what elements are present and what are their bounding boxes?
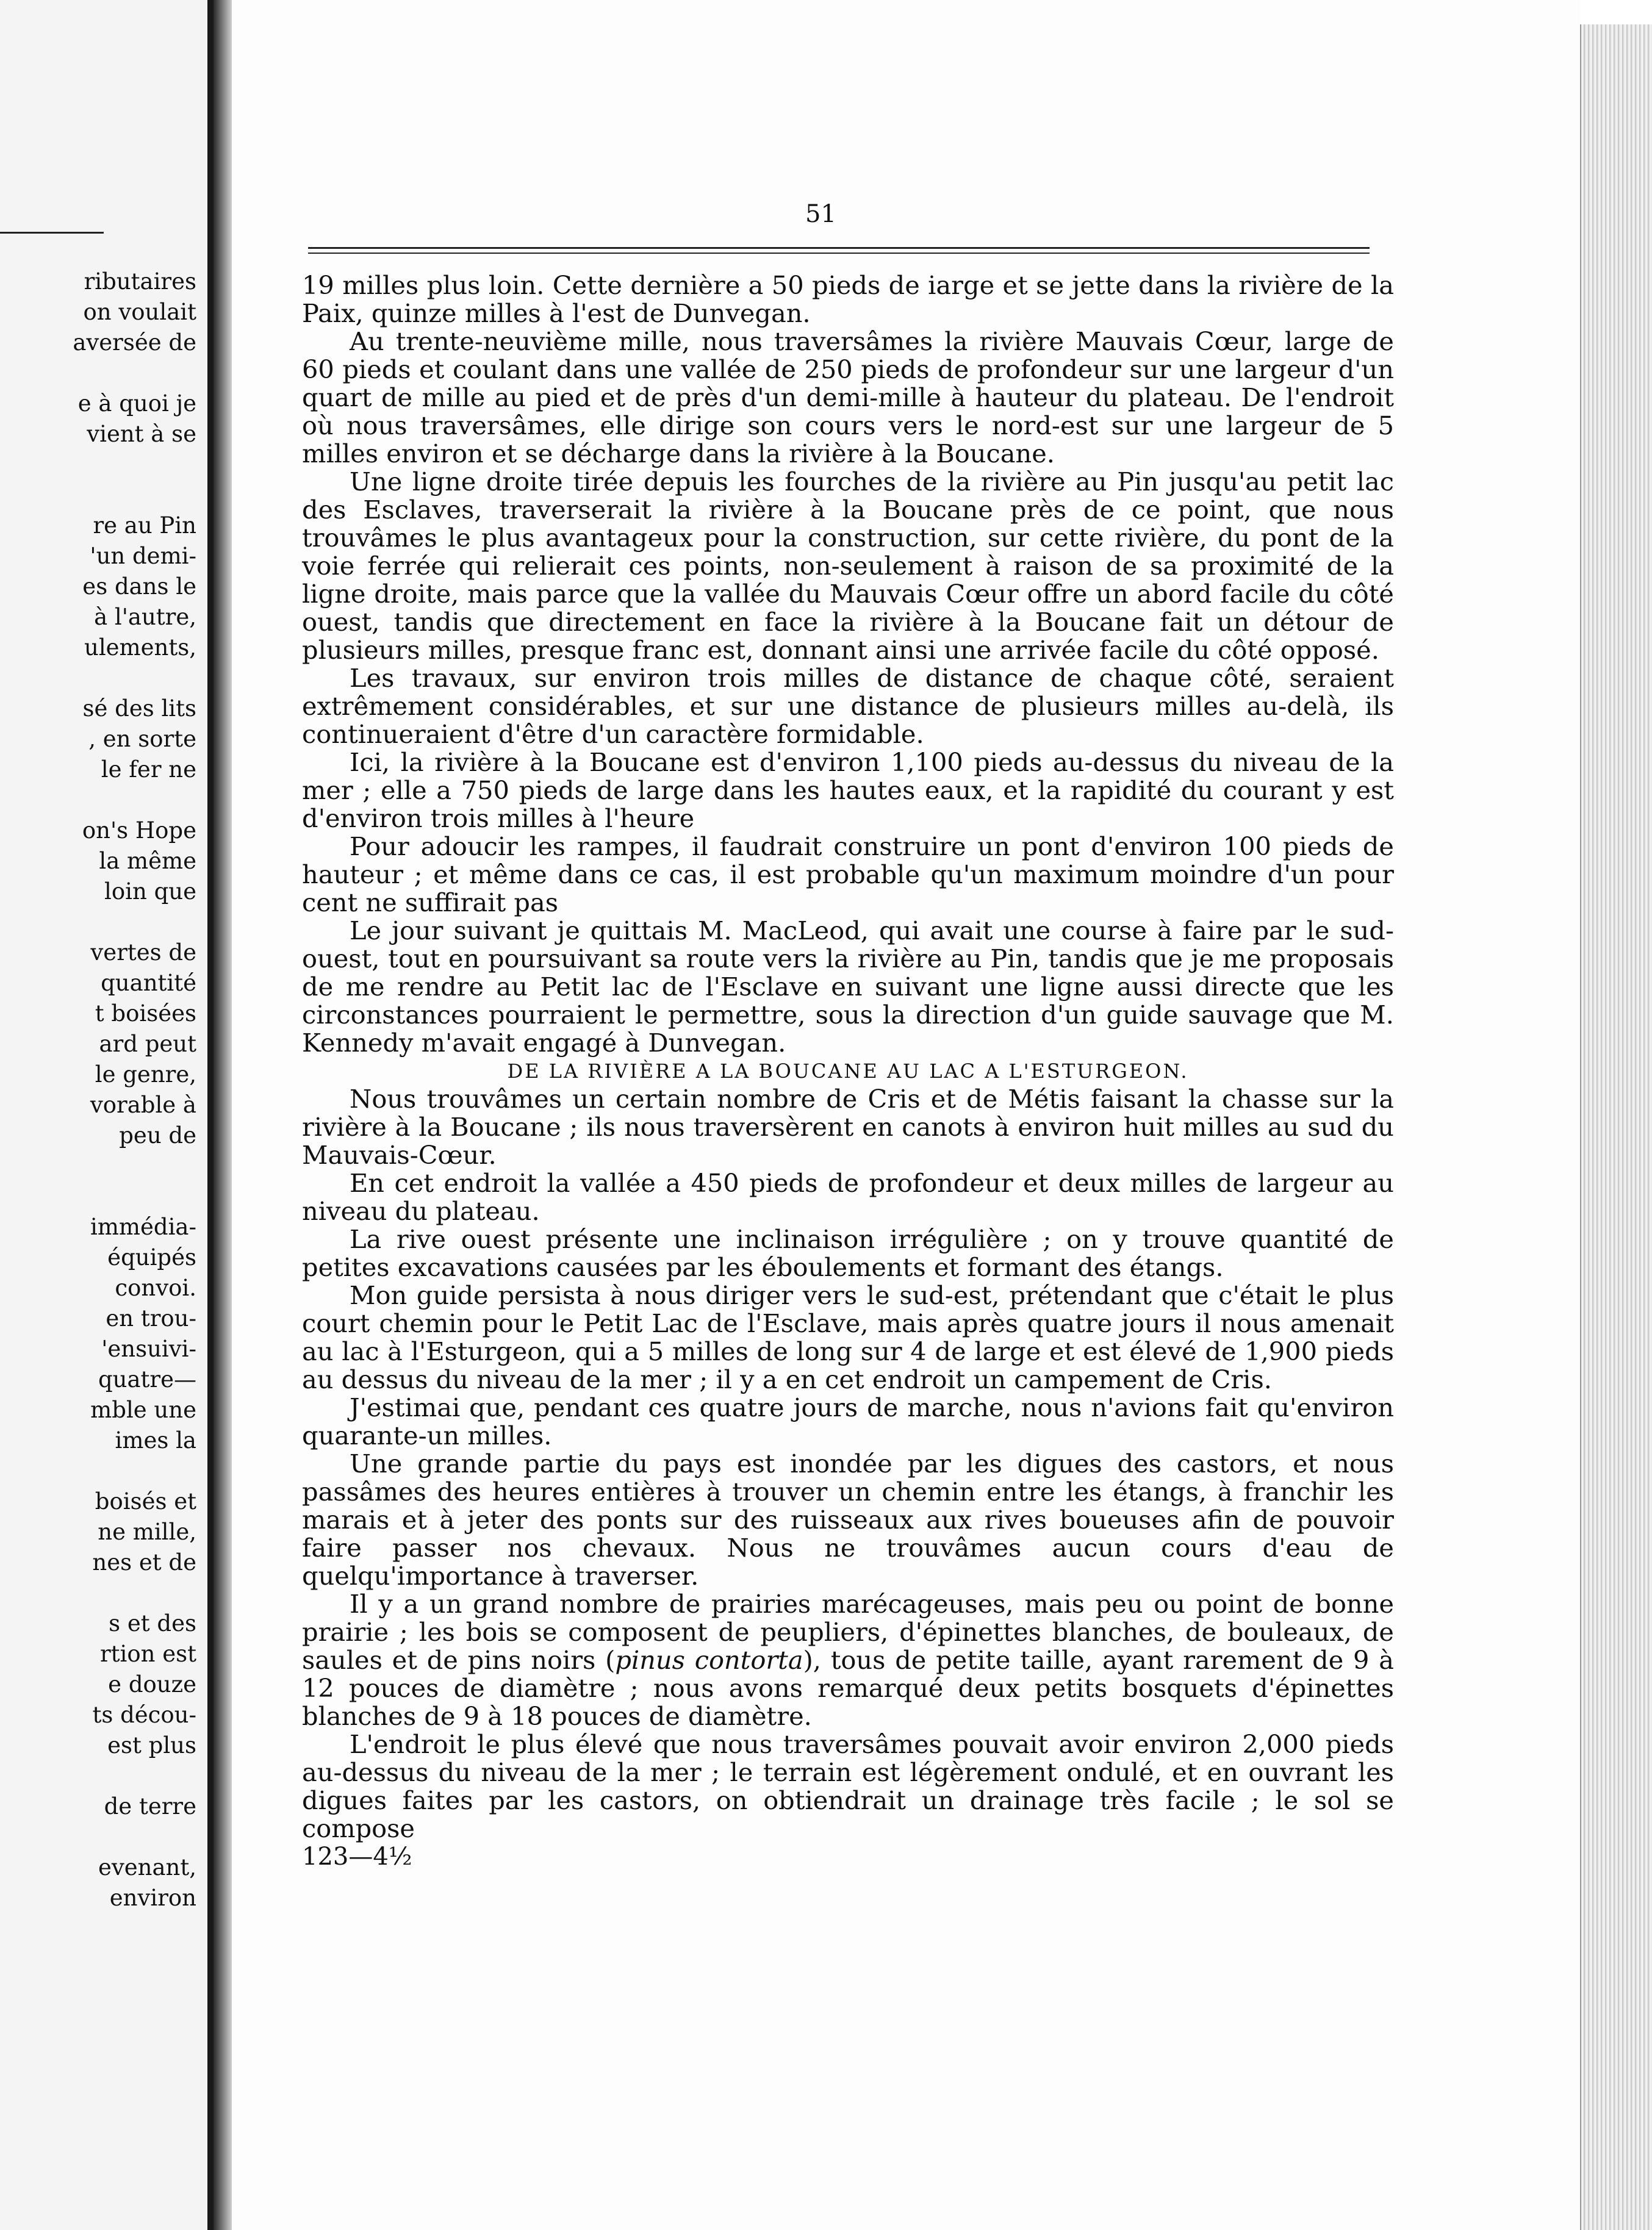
page-body <box>302 271 1394 1871</box>
previous-page-line: mble une <box>90 1397 196 1423</box>
paragraph: Une ligne droite tirée depuis les fourches de la rivière au Pin jusqu'au petit lac des Esclaves, traverserait la rivière à la Boucane près de ce point, que nous trouvâmes le plus avantageux pour la construction, sur cette rivière, du pont de la voie ferrée qui relierait ces points, non-seulement à raison de sa proximité de la ligne droite, mais parce que la vallée du Mauvais Cœur offre un abord facile du côté ouest, tandis que directement en face la rivière à la Boucane fait un détour de plusieurs milles, presque franc est, donnant ainsi une arrivée facile du côté opposé. <box>302 467 1394 665</box>
previous-page-line: quatre— <box>98 1366 196 1393</box>
previous-page-line: vertes de <box>90 939 196 966</box>
paragraph: 19 milles plus loin. Cette dernière a 50 pieds de iarge et se jette dans la rivière de la Paix, quinze milles à l'est de Dunvegan. <box>302 270 1394 328</box>
previous-page-line: est plus <box>107 1732 196 1759</box>
previous-page-fragment <box>0 0 214 2230</box>
page-edges <box>1580 24 1652 2230</box>
previous-page-line: on voulait <box>83 299 196 325</box>
paragraph: J'estimai que, pendant ces quatre jours de marche, nous n'avions fait qu'environ quarante-un milles. <box>302 1393 1394 1450</box>
page-number: 51 <box>805 200 836 228</box>
previous-page-line: peu de <box>119 1122 196 1149</box>
previous-page-line: 'un demi- <box>90 543 196 569</box>
previous-page-line: rtion est <box>99 1641 196 1667</box>
previous-page-rule <box>0 232 104 234</box>
book-gutter <box>214 0 232 2230</box>
previous-page-line: boisés et <box>95 1488 196 1515</box>
previous-page-line: 'ensuivi- <box>101 1336 196 1362</box>
latin-species-name: pinus contorta <box>615 1645 803 1675</box>
previous-page-line: re au Pin <box>93 512 196 539</box>
previous-page-line: à l'autre, <box>94 604 196 630</box>
paragraph: Les travaux, sur environ trois milles de distance de chaque côté, seraient extrêmement considérables, et sur une distance de plusieurs milles au-delà, ils continueraient d'être d'un caractère formidable. <box>302 663 1394 749</box>
previous-page-line: le fer ne <box>101 756 196 783</box>
previous-page-line: immédia- <box>90 1214 196 1240</box>
paragraph: La rive ouest présente une inclinaison irrégulière ; on y trouve quantité de petites excavations causées par les éboulements et formant des étangs. <box>302 1224 1394 1282</box>
paragraph: Ici, la rivière à la Boucane est d'environ 1,100 pieds au-dessus du niveau de la mer ; elle a 750 pieds de large dans les hautes eaux, et la rapidité du courant y est d'environ trois milles à l'heure <box>302 747 1394 833</box>
paragraph: Au trente-neuvième mille, nous traversâmes la rivière Mauvais Cœur, large de 60 pieds et coulant dans une vallée de 250 pieds de profondeur sur une largeur d'un quart de mille au pied et de près d'un demi-mille à hauteur du plateau. De l'endroit où nous traversâmes, elle dirige son cours vers le nord-est sur une largeur de 5 milles environ et se décharge dans la rivière à la Boucane. <box>302 326 1394 468</box>
previous-page-line: imes la <box>115 1427 196 1454</box>
previous-page-line: , en sorte <box>88 726 196 752</box>
header-rule <box>308 247 1370 254</box>
previous-page-line: de terre <box>104 1793 196 1819</box>
paragraph: Une grande partie du pays est inondée par les digues des castors, et nous passâmes des heures entières à trouver un chemin entre les étangs, à franchir les marais et à jeter des ponts sur des ruisseaux aux rives boueuses afin de pouvoir faire passer nos chevaux. Nous ne trouvâmes aucun cours d'eau de quelqu'importance à traverser. <box>302 1449 1394 1591</box>
previous-page-line: sé des lits <box>82 695 196 722</box>
paragraph: Il y a un grand nombre de prairies marécageuses, mais peu ou point de bonne prairie ; les bois se composent de peupliers, d'épinettes blanches, de bouleaux, de saules et de pins noirs (pinus contorta), tous de petite taille, ayant rarement de 9 à 12 pouces de diamètre ; nous avons remarqué deux petits bosquets d'épinettes blanches de 9 à 18 pouces de diamètre. <box>302 1589 1394 1731</box>
previous-page-line: équipés <box>107 1244 196 1271</box>
previous-page-line: s et des <box>109 1610 196 1637</box>
previous-page-line: ts décou- <box>92 1702 196 1728</box>
previous-page-line: en trou- <box>106 1305 196 1332</box>
previous-page-line: evenant, <box>98 1854 196 1880</box>
previous-page-line: e à quoi je <box>77 390 196 417</box>
paragraph: Nous trouvâmes un certain nombre de Cris et de Métis faisant la chasse sur la rivière à la Boucane ; ils nous traversèrent en canots à environ huit milles au sud du Mauvais-Cœur. <box>302 1084 1394 1170</box>
previous-page-line: vient à se <box>87 421 196 447</box>
previous-page-line: la même <box>99 848 196 874</box>
paragraph: Pour adoucir les rampes, il faudrait construire un pont d'environ 100 pieds de hauteur ; et même dans ce cas, il est probable qu'un maximum moindre d'un pour cent ne suffirait pas <box>302 831 1394 917</box>
previous-page-line: loin que <box>104 878 196 905</box>
previous-page-line: nes et de <box>92 1549 196 1576</box>
previous-page-line: le genre, <box>95 1061 196 1088</box>
paragraph: Mon guide persista à nous diriger vers le sud-est, prétendant que c'était le plus court chemin pour le Petit Lac de l'Esclave, mais après quatre jours il nous amenait au lac à l'Esturgeon, qui a 5 milles de long sur 4 de large et est élevé de 1,900 pieds au dessus du niveau de la mer ; il y a en cet endroit un campement de Cris. <box>302 1280 1394 1394</box>
previous-page-line: vorable à <box>90 1092 196 1118</box>
signature-mark: 123—4½ <box>302 1843 412 1871</box>
previous-page-line: ributaires <box>84 268 196 295</box>
previous-page-line: ne mille, <box>98 1519 196 1545</box>
previous-page-line: t boisées <box>95 1000 196 1027</box>
section-heading: DE LA RIVIÈRE A LA BOUCANE AU LAC A L'ESTURGEON. <box>507 1059 1189 1083</box>
previous-page-line: on's Hope <box>82 817 196 844</box>
previous-page-line: quantité <box>101 970 196 996</box>
previous-page-line: ard peut <box>99 1031 196 1057</box>
paragraph: En cet endroit la vallée a 450 pieds de profondeur et deux milles de largeur au niveau du plateau. <box>302 1168 1394 1226</box>
previous-page-line: ulements, <box>84 634 196 661</box>
paragraph: L'endroit le plus élevé que nous traversâmes pouvait avoir environ 2,000 pieds au-dessus du niveau de la mer ; le terrain est légèrement ondulé, et en ouvrant les digues faites par les castors, on obtiendrait un drainage très facile ; le sol se compose <box>302 1729 1394 1843</box>
paragraph: Le jour suivant je quittais M. MacLeod, qui avait une course à faire par le sud-ouest, tout en poursuivant sa route vers la rivière au Pin, tandis que je me proposais de me rendre au Petit lac de l'Esclave en suivant une ligne aussi directe que les circonstances pourraient le permettre, sous la direction d'un guide sauvage que M. Kennedy m'avait engagé à Dunvegan. <box>302 916 1394 1058</box>
previous-page-line: es dans le <box>82 573 196 600</box>
previous-page-line: environ <box>109 1885 196 1911</box>
previous-page-line: e douze <box>108 1671 196 1698</box>
previous-page-line: aversée de <box>73 329 196 356</box>
previous-page-line: convoi. <box>115 1275 196 1301</box>
